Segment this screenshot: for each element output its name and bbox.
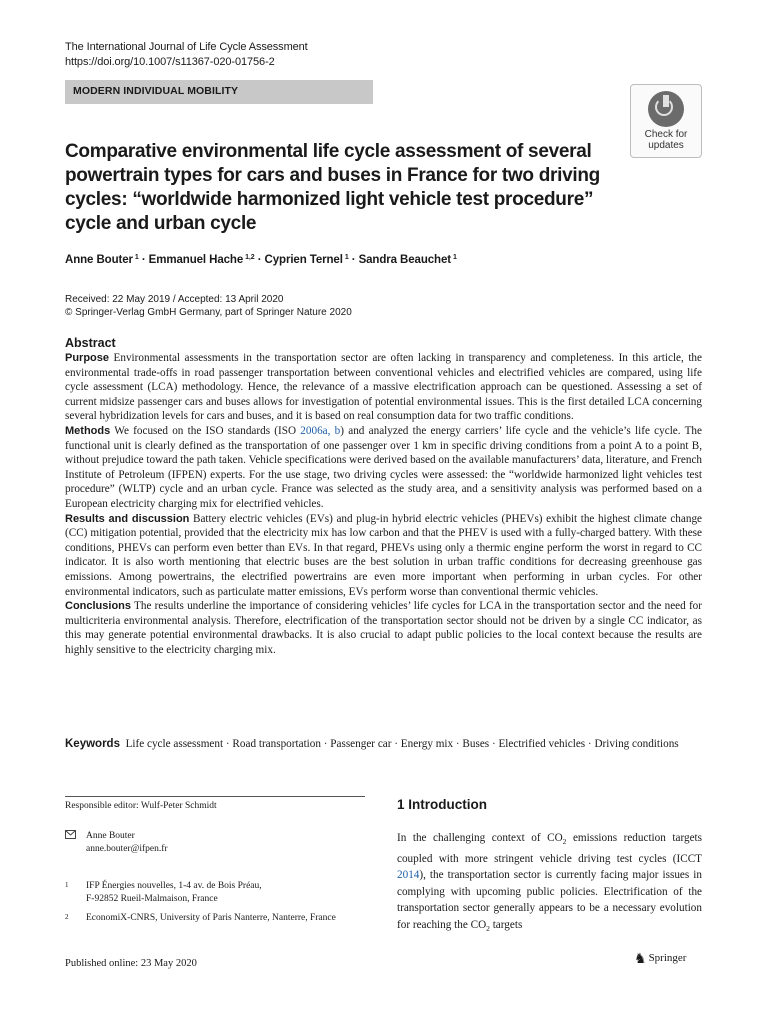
publisher-logo[interactable] xyxy=(634,951,686,968)
history-block xyxy=(65,293,352,319)
affiliation-number: 1 xyxy=(65,881,69,889)
citation-link[interactable]: 2006a, b xyxy=(300,424,341,437)
corresponding-email[interactable]: anne.bouter@ifpen.fr xyxy=(86,844,168,854)
abstract-conclusions: Conclusions The results underline the importance of considering vehicles’ life cycles for LCA in the transportation sector and the need for multicriteria environmental analysis. Therefore, electrification of the transportation sector should not be driven by a single CC indicator, as this may generate potential environmental drawbacks. It is also crucial to adapt public policies to the local context because the results are highly sensitive to the electricity charging mix. xyxy=(65,600,702,656)
corresponding-author: Anne Bouter xyxy=(86,831,135,841)
received-dates: Received: 22 May 2019 / Accepted: 13 April 2020 xyxy=(65,294,284,305)
author-name[interactable]: Emmanuel Hache $^{1,2}$ xyxy=(148,254,255,266)
envelope-icon xyxy=(65,830,76,844)
publisher-name: Springer xyxy=(648,952,687,964)
keywords-list: Life cycle assessment · Road transportation · Passenger car · Energy mix · Buses · Electrified vehicles · Driving conditions xyxy=(125,738,679,750)
article-title: Comparative environmental life cycle assessment of several powertrain types for cars and buses in France for two driving cycles: “worldwide harmonized light vehicle test procedure” cycle and urban cycle xyxy=(65,141,600,234)
author-list xyxy=(65,254,457,266)
affiliation-number: 2 xyxy=(65,913,69,921)
author-name[interactable]: Cyprien Ternel $^1$ xyxy=(264,254,349,266)
introduction-heading: 1 Introduction xyxy=(397,797,487,812)
journal-doi[interactable]: https://doi.org/10.1007/s11367-020-01756-2 xyxy=(65,56,275,68)
badge-line-2: updates xyxy=(648,140,684,151)
check-for-updates-badge[interactable] xyxy=(630,84,702,158)
abstract-results: Results and discussion Battery electric vehicles (EVs) and plug-in hybrid electric vehicles (PHEVs) exhibit the highest climate change (CC) mitigation potential, provided that the electricity mix has low carbon and that the PHEV is used with a fully-charged battery. With these conditions, PHEVs can perform even better than EVs. In that regard, PHEVs using only a thermic engine perform the worst in regard to CC indicator. It is also worth mentioning that electric buses are the best solution in urban traffic conditions for decreasing greenhouse gas emissions. Among powertrains, the electrified powertrains are even more important when performing in urban cycles. For other environmental indicators, such as particulate matter emissions, EVs perform worse than conventional thermic vehicles. xyxy=(65,512,703,598)
author-name[interactable]: Anne Bouter $^1$ xyxy=(65,254,139,266)
affiliation-2: EconomiX-CNRS, University of Paris Nanterre, Nanterre, France xyxy=(86,913,336,923)
abstract-section xyxy=(65,336,702,657)
keywords-label: Keywords xyxy=(65,738,120,750)
citation-link[interactable]: 2014 xyxy=(397,869,420,882)
footnote-divider xyxy=(65,796,365,797)
responsible-editor: Responsible editor: Wulf-Peter Schmidt xyxy=(65,801,217,811)
affiliation-1-line-2: F-92852 Rueil-Malmaison, France xyxy=(86,894,218,904)
author-name[interactable]: Sandra Beauchet $^1$ xyxy=(358,254,457,266)
introduction-text: In the challenging context of $CO_2$ emissions reduction targets coupled with more stringent vehicle driving test cycles (ICCT 2014), the transportation sector is currently facing major issues in complying with upcoming public policies. Electrification of the transportation sector generally appears to be a necessary evolution for reaching the $CO_2$ targets xyxy=(397,832,703,933)
springer-horse-icon: ♞ xyxy=(634,952,647,967)
published-date: Published online: 23 May 2020 xyxy=(65,958,197,969)
keywords xyxy=(65,737,702,752)
author-separator: · xyxy=(257,254,262,266)
journal-header xyxy=(65,40,308,70)
badge-line-1: Check for xyxy=(644,129,688,140)
abstract-heading: Abstract xyxy=(65,336,116,350)
affiliation-1-line-1: IFP Énergies nouvelles, 1-4 av. de Bois Préau, xyxy=(86,881,262,891)
section-label-bar xyxy=(65,80,373,104)
author-separator: · xyxy=(351,254,356,266)
section-label: MODERN INDIVIDUAL MOBILITY xyxy=(73,85,239,97)
copyright-line: © Springer-Verlag GmbH Germany, part of Springer Nature 2020 xyxy=(65,307,352,318)
abstract-purpose: Purpose Environmental assessments in the transportation sector are often lacking in transparency and completeness. In this article, the environmental trade-offs in road passenger transportation between conventional vehicles and electrified vehicles are compared, using life cycle assessment (LCA) methodology. Hence, the relevance of a massive electrification approach can be questioned. Assessing a set of current midsize passenger cars and buses allows for investigation of potential environmental issues. This is the first detailed LCA concerning several hybridization levels for cars and buses, and it is based on real consumption data for two traffic conditions. xyxy=(65,352,702,423)
author-separator: · xyxy=(141,254,146,266)
check-for-updates-icon xyxy=(648,91,684,127)
abstract-methods: Methods We focused on the ISO standards (ISO 2006a, b) and analyzed the energy carriers’ life cycle and the vehicle’s life cycle. The functional unit is clearly defined as the transportation of one passenger over 1 km in specific driving conditions from a point A to a point B, without prejudice toward the path taken. Vehicle specifications were derived based on the available manufacturers’ data, literature, and French Institute of Petroleum (IFPEN) experts. For the use stage, two driving cycles were assessed: the “worldwide harmonized light vehicles test procedure” (WLTP) cycle and an urban cycle. France was selected as the study area, and a sensitivity analysis was performed based on a European electricity charging mix for electrified vehicles. xyxy=(65,424,702,510)
journal-name: The International Journal of Life Cycle Assessment xyxy=(65,41,308,53)
